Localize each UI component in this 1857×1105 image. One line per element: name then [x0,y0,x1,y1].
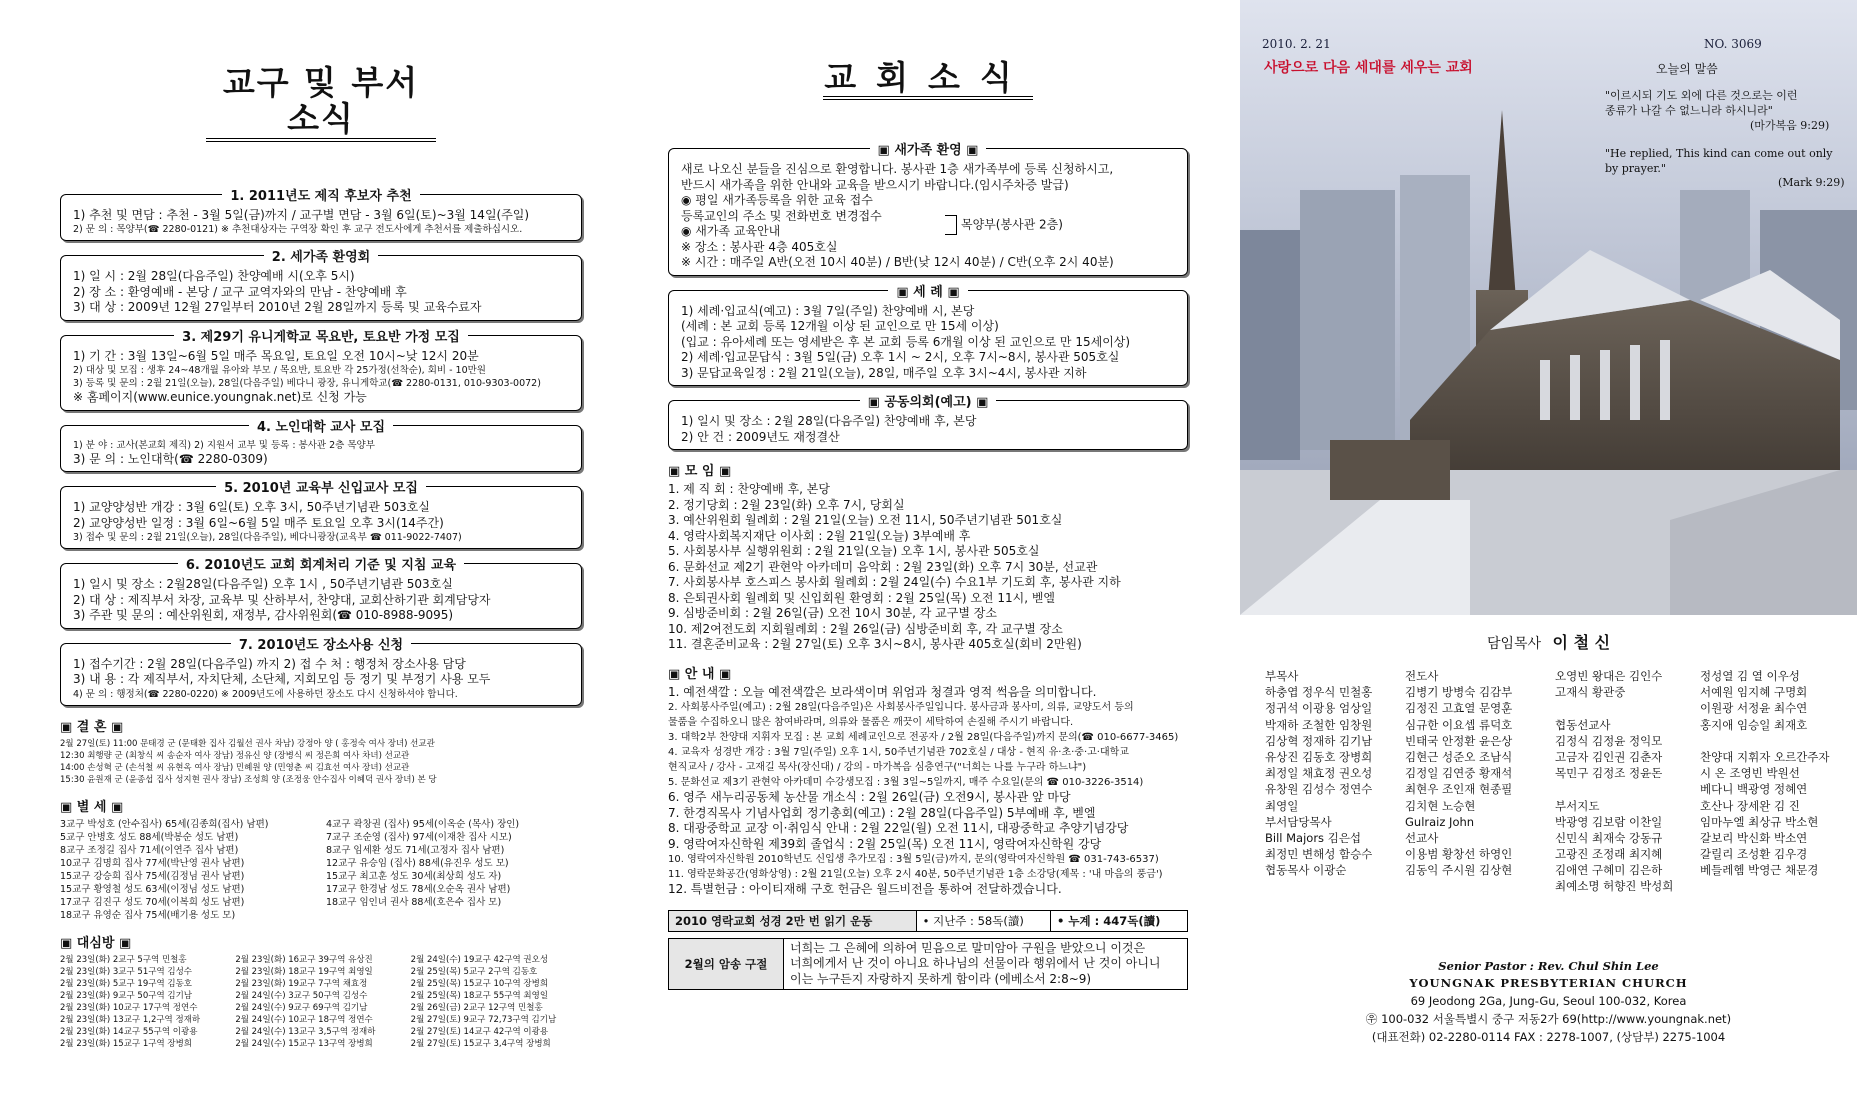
section-title: 6. 2010년도 교회 회계처리 기준 및 지침 교육 [178,558,464,573]
staff-line [1555,781,1673,797]
newfamily-line: 등록교인의 주소 및 전화번호 변경접수 [681,208,882,223]
notice-section [60,250,582,321]
wedding-line: 12:30 최행량 군 (최창식 씨 송순자 여사 장남) 정유신 양 (장병식 씨 정은희 여사 차녀) 선교관 [60,750,410,761]
notice-line: 7. 한경직목사 기념사업회 정기총회(예고) : 2월 28일(다음주일) 5부예배 후, 벧엘 [668,805,1096,820]
condolence-line: 15교구 강승희 집사 75세(김정님 권사 남편) [60,870,245,882]
visit-line: 2월 23일(화) 2교구 5구역 민철홍 [60,954,187,965]
staff-line: 김현근 성준오 조남식 [1405,749,1513,764]
condolence-line: 15교구 최고훈 성도 30세(최상희 성도 자) [326,870,502,882]
staff-line: 정성열 김 열 이우성 [1700,669,1800,683]
council-title: ▣ 공동의회(예고) ▣ [860,395,997,410]
section-line: 2) 장 소 : 환영예배 - 본당 / 교구 교역자와의 만남 - 찬양예배 후 [73,284,407,299]
staff-line: 유창원 김성수 정연수 [1265,782,1373,797]
condolence-line: 8교구 조정길 집사 71세(이연주 집사 남편) [60,844,239,856]
section-title: 5. 2010년 교육부 신입교사 모집 [216,481,426,496]
meeting-line: 9. 심방준비회 : 2월 26일(금) 오전 10시 30분, 각 교구별 장소 [668,606,997,621]
staff-line: 서예원 임지혜 구명회 [1700,685,1808,700]
staff-line: 신민식 최재숙 강동규 [1555,830,1663,845]
notice-list [668,685,1188,898]
staff-line: 심규한 이요셉 류덕호 [1405,717,1513,732]
section-line: ※ 홈페이지(www.eunice.youngnak.net)로 신청 가능 [73,390,367,405]
visit-line: 2월 24일(수) 19교구 42구역 권오성 [410,954,549,965]
visit-line: 2월 23일(화) 10교구 17구역 정연수 [60,1002,198,1013]
verse-line: 종류가 나갈 수 없느니라 하시니라" [1605,104,1773,117]
staff-line: 선교사 [1405,830,1439,845]
memory-verse-line: 너희는 그 은혜에 의하여 믿음으로 말미암아 구원을 받았으니 이것은 [790,940,1146,955]
middle-header: 교회소식 [823,60,1033,100]
notice-line: 6. 영주 새누리공동체 농산물 개소식 : 2월 26일(금) 오전9시, 봉사관 앞 마당 [668,790,1071,805]
notice-section [60,558,582,629]
meeting-line: 4. 영락사회복지재단 이사회 : 2월 21일(오늘) 3부예배 후 [668,528,971,543]
newfamily-line: 새로 나오신 분들을 진심으로 환영합니다. 봉사관 1층 새가족부에 등록 신청하시고, [681,162,1114,177]
notice-line: 10. 영락여자신학원 2010학년도 신입생 추가모집 : 3월 5일(금)까지, 문의(영락여자신학원 ☎ 031-743-6537) [668,854,1159,866]
staff-line: 갈릴리 조성환 김우경 [1700,847,1808,862]
staff-line: 오영빈 왕대은 김인수 [1555,669,1663,683]
newfamily-line: ※ 장소 : 봉사관 4층 405호실 [681,239,838,254]
notice-line: 물품을 수집하오니 많은 참여바라며, 의류와 물품은 깨끗이 세탁하여 손질해 주시기 바랍니다. [668,717,1074,729]
staff-line: 찬양대 지휘자 오르간주자 [1700,749,1830,764]
meeting-line: 11. 결혼준비교육 : 2월 27일(토) 오후 3시~8시, 봉사관 405호실(회비 2만원) [668,637,1082,652]
memory-verse-line: 이는 누구든지 자랑하지 못하게 함이라 (에베소서 2:8~9) [790,971,1092,986]
word-title: 오늘의 말씀 [1656,62,1718,76]
section-title: 4. 노인대학 교사 모집 [249,420,393,435]
condolence-line: 10교구 김명희 집사 77세(박난영 권사 남편) [60,857,245,869]
visit-line: 2월 25일(목) 15교구 10구역 장병희 [410,978,549,989]
staff-line: 임마누엘 최상규 박소현 [1700,814,1819,829]
staff-line: 정귀석 이광용 엄상일 [1265,701,1373,716]
notice-section [60,637,582,706]
verse-english-ref: (Mark 9:29) [1778,176,1845,189]
notice-line: 1. 예전색깔 : 오늘 예전색깔은 보라색이며 위엄과 청결과 영적 썩음을 의미합니다. [668,684,1097,699]
visit-line: 2월 25일(목) 5교구 2구역 김동호 [410,966,538,977]
baptism-line: (세례 : 본 교회 등록 12개월 이상 된 교인으로 만 15세 이상) [681,319,999,334]
section-line: 3) 문 의 : 노인대학(☎ 2280-0309) [73,451,268,466]
meeting-list [668,482,1188,653]
middle-column [668,0,1188,990]
baptism-line: (입교 : 유아세례 또는 영세받은 후 본 교회 등록 6개월 이상 된 교인으로 만 15세이상) [681,334,1131,349]
notice-section [60,481,582,549]
verse-korean [1605,88,1855,118]
section-line: 2) 교양양성반 일정 : 3월 6일~6월 5일 매주 토요일 오후 3시(14주간) [73,515,444,530]
council-line: 2) 안 건 : 2009년도 재정결산 [681,429,840,444]
notice-section [60,419,582,473]
visit-line: 2월 26일(금) 2교구 12구역 민철홍 [410,1002,543,1013]
wedding-line: 2월 27일(토) 11:00 문태경 군 (문태환 집사 김월선 권사 차남) 강정아 양 ( 홍정숙 여사 장녀) 선교관 [60,738,435,749]
meeting-line: 1. 제 직 회 : 찬양예배 후, 본당 [668,482,830,497]
section-line: 4) 문 의 : 행정처(☎ 2280-0220) ※ 2009년도에 사용하던 장소도 다시 신청하셔야 합니다. [73,688,458,700]
section-line: 3) 주관 및 문의 : 예산위원회, 재정부, 감사위원회(☎ 010-8988-9095) [73,608,454,623]
newfamily-line: ※ 시간 : 매주일 A반(오전 10시 40분) / B반(낮 12시 40분) / C반(오후 2시 40분) [681,255,1114,270]
senior-pastor: 담임목사 이 철 신 [1486,633,1611,652]
footer-address-en: 69 Jeodong 2Ga, Jung-Gu, Seoul 100-032, Korea [1410,994,1687,1008]
visit-line: 2월 23일(화) 15교구 1구역 장병희 [60,1038,192,1049]
memory-verse-line: 너희에게서 난 것이 아니요 하나님의 선물이라 행위에서 난 것이 아니니 [790,956,1161,971]
section-title: 3. 제29기 유니게학교 목요반, 토요반 가정 모집 [174,330,468,345]
staff-line: 목민구 김정조 정윤돈 [1555,766,1663,781]
condolence-line: 12교구 유승임 (집사) 88세(유진우 성도 모) [326,857,509,869]
section-line: 2) 대 상 : 제직부서 차장, 교육부 및 산하부서, 찬양대, 교회산하기관 회계담당자 [73,592,491,607]
newfamily-box [668,143,1188,276]
visit-line: 2월 24일(수) 9교구 69구역 김기남 [235,1002,368,1013]
condolence-line: 18교구 임인녀 권사 88세(호은수 집사 모) [326,896,502,908]
condolence-title: ▣ 별 세 ▣ [60,799,124,815]
section-title: 1. 2011년도 제직 후보자 추천 [222,189,419,204]
section-line: 3) 내 용 : 각 제직부서, 자치단체, 소단체, 지회모임 등 정기 및 부정기 사용 모두 [73,672,491,687]
condolence-line: 7교구 조순영 (집사) 97세(이재찬 집사 시모) [326,831,512,843]
issue-number: NO. 3069 [1704,37,1762,51]
staff-line: 최영일 [1265,798,1299,813]
staff-line: 고금자 김인권 김춘자 [1555,749,1663,764]
staff-line: Bill Majors 김은섭 [1265,830,1362,845]
section-line: 3) 접수 및 문의 : 2월 21일(오늘), 28일(다음주일), 베다니광장(교육부 ☎ 011-9022-7407) [73,532,462,544]
verse-line: "이르시되 기도 외에 다른 것으로는 이런 [1605,89,1798,102]
staff-line: 김정일 김연중 황재석 [1405,766,1513,781]
staff-line: 최예소명 허향진 박성희 [1555,879,1674,894]
staff-line: 김동익 주시원 김상현 [1405,863,1513,878]
notice-section [60,188,582,242]
condolence-line: 15교구 황영철 성도 63세(이정님 성도 남편) [60,883,245,895]
staff-line: 이원광 서정윤 최수연 [1700,701,1808,716]
section-line: 1) 접수기간 : 2월 28일(다음주일) 까지 2) 접 수 처 : 행정처 장소사용 담당 [73,656,466,671]
wedding-list [60,738,582,786]
visit-line: 2월 23일(화) 13교구 1,2구역 정재하 [60,1014,201,1025]
baptism-line: 3) 문답교육일정 : 2월 21일(오늘), 28일, 매주일 오후 3시~4시, 봉사관 지하 [681,365,1087,380]
verse-english [1605,146,1855,176]
notice-line: 4. 교육자 성경반 개강 : 3월 7일(주일) 오후 1시, 50주년기념관 702호실 / 대상 - 현직 유·초·중·고·대학교 [668,747,1129,759]
verse-line: by prayer." [1605,162,1666,175]
staff-line [1700,733,1830,749]
notice-line: 2. 사회봉사주일(예고) : 2월 28일(다음주일)은 사회봉사주일입니다. 봉사금과 봉사미, 의류, 교양도서 등의 [668,702,1134,714]
staff-line: 하충엽 정우식 민철홍 [1265,685,1373,700]
section-line: 1) 일시 및 장소 : 2월28일(다음주일) 오후 1시 , 50주년기념관 503호실 [73,577,453,592]
section-line: 2) 대상 및 모집 : 생후 24~48개월 유아와 부모 / 목요반, 토요반 각 25가정(선착순), 회비 - 10만원 [73,365,486,377]
baptism-line: 1) 세례·입교식(예고) : 3월 7일(주일) 찬양예배 시, 본당 [681,303,975,318]
staff-line: 빈태국 안정환 윤은상 [1405,733,1513,748]
staff-line: 호산나 장세완 김 진 [1700,798,1800,813]
meeting-line: 3. 예산위원회 월례회 : 2월 21일(오늘) 오전 11시, 50주년기념관 501호실 [668,513,1063,528]
visit-line: 2월 24일(수) 15교구 13구역 장병희 [235,1038,373,1049]
visit-line: 2월 24일(수) 10교구 18구역 정연수 [235,1014,373,1025]
council-line: 1) 일시 및 장소 : 2월 28일(다음주일) 찬양예배 후, 본당 [681,414,977,429]
section-line: 1) 추천 및 면담 : 추천 - 3월 5일(금)까지 / 교구별 면담 - 3월 6일(토)~3월 14일(주일) [73,207,530,222]
staff-line: 김병기 방병숙 김감부 [1405,685,1513,700]
staff-line: 고재식 황관중 [1555,685,1626,700]
visit-list [60,954,582,1050]
church-slogan: 사랑으로 다음 세대를 세우는 교회 [1264,60,1473,76]
visit-line: 2월 23일(화) 18교구 19구역 최영일 [235,966,373,977]
issue-date: 2010. 2. 21 [1262,37,1331,51]
staff-line: 이용범 황창선 하영인 [1405,847,1513,862]
staff-line: 김상혁 정재하 김기남 [1265,733,1373,748]
visit-line: 2월 24일(수) 13교구 3,5구역 정재하 [235,1026,376,1037]
newfamily-line: ◉ 새가족 교육안내 [681,224,781,239]
meeting-line: 8. 은퇴권사회 월례회 및 신입회원 환영회 : 2월 25일(목) 오전 11시, 벧엘 [668,590,1056,605]
baptism-line: 2) 세례·입교문답식 : 3월 5일(금) 오후 1시 ~ 2시, 오후 7시~8시, 봉사관 505호실 [681,350,1120,365]
visit-line: 2월 25일(목) 18교구 55구역 최영일 [410,990,549,1001]
staff-line: 최정일 채효정 권오성 [1265,766,1373,781]
notice-title: ▣ 안 내 ▣ [668,666,732,682]
condolence-line: 3교구 박성호 (안수집사) 65세(김종희(집사) 남편) [60,818,269,830]
staff-line: 최정민 변해성 함승수 [1265,847,1373,862]
section-line: 3) 등록 및 문의 : 2월 21일(오늘), 28일(다음주일) 베다니 광장, 유니게학교(☎ 2280-0131, 010-9303-0072) [73,378,541,390]
condolence-line: 5교구 안병호 성도 88세(박봉순 성도 남편) [60,831,239,843]
notice-line: 8. 대광중학교 교장 이·취임식 안내 : 2월 22일(월) 오전 11시, 대광중학교 추양기념강당 [668,821,1129,836]
staff-line: 김치현 노승현 [1405,798,1476,813]
staff-line: 협동선교사 [1555,717,1611,732]
notice-line: 11. 영락문화공간(영화상영) : 2월 21일(오늘) 오후 2시 40분, 50주년기념관 1층 소강당(제목 : '내 마음의 풍금') [668,869,1163,881]
left-sections [60,188,582,706]
meeting-line: 10. 제2여전도회 지회월례회 : 2월 26일(금) 심방준비회 후, 각 교구별 장소 [668,621,1063,636]
meeting-title: ▣ 모 임 ▣ [668,464,732,480]
newfamily-line: 반드시 새가족을 위한 안내와 교육을 받으시기 바랍니다.(임시주차증 발급) [681,177,1069,192]
staff-line: 부목사 [1265,669,1299,683]
staff-line: Gulraiz John [1405,814,1475,829]
staff-line: 시 온 조영빈 박원선 [1700,766,1800,781]
baptism-title: ▣ 세 례 ▣ [888,285,967,300]
memory-verse-box: 2월의 암송 구절 너희는 그 은혜에 의하여 믿음으로 말미암아 구원을 받았으니 이것은 너희에게서 난 것이 아니요 하나님의 선물이라 행위에서 난 것이 아니니 이는 누구든지 자랑하지 못하게 함이라 (에베소서 2:8~9) [668,938,1188,991]
notice-line: 5. 문화선교 제3기 관현악 아카데미 수강생모집 : 3월 3일~5일까지, 매주 수요일(문의 ☎ 010-3226-3514) [668,777,1144,789]
visit-line: 2월 23일(화) 5교구 19구역 김동호 [60,978,192,989]
visit-line: 2월 27일(토) 15교구 3,4구역 장병희 [410,1038,551,1049]
footer-address-kr: ㉾ 100-032 서울특별시 중구 저동2가 69(http://www.youngnak.net) [1365,1012,1732,1026]
footer-pastor: Senior Pastor : Rev. Chul Shin Lee [1438,959,1659,973]
left-header: 교구 및 부서소식 [206,65,436,142]
staff-line: 김정식 김정윤 정익모 [1555,733,1663,748]
staff-line [1555,700,1673,716]
section-line: 2) 문 의 : 목양부(☎ 2280-0121) ※ 추천대상자는 구역장 확인 후 교구 전도사에게 추천서를 제출하십시오. [73,224,523,236]
staff-line: 홍지애 임승일 최재호 [1700,717,1808,732]
notice-line: 12. 특별헌금 : 아이티재해 구호 헌금은 월드비전을 통하여 전달하겠습니다. [668,882,1062,897]
visit-line: 2월 23일(화) 3교구 51구역 김성수 [60,966,192,977]
staff-line: 김애연 구혜미 김은하 [1555,863,1663,878]
footer-church: YOUNGNAK PRESBYTERIAN CHURCH [1409,976,1688,990]
section-title: 7. 2010년도 장소사용 신청 [231,638,411,653]
notice-line: 현직교사 / 강사 - 고재길 목사(장신대) / 강의 - 마가복음 심층연구("너희는 나를 누구라 하느냐") [668,762,1087,774]
staff-line: 부서지도 [1555,798,1600,813]
staff-line: 베다니 백광영 정혜연 [1700,782,1808,797]
staff-line: 고광진 조정래 최지혜 [1555,847,1663,862]
staff-line: 박재하 조철한 임창원 [1265,717,1373,732]
verse-line: "He replied, This kind can come out only [1605,147,1833,160]
section-line: 1) 기 간 : 3월 13일~6월 5일 매주 목요일, 토요일 오전 10시~낮 12시 20분 [73,348,479,363]
visit-line: 2월 23일(화) 16교구 39구역 유상진 [235,954,373,965]
section-line: 1) 일 시 : 2월 28일(다음주일) 찬양예배 시(오후 5시) [73,269,355,284]
footer-phone: (대표전화) 02-2280-0114 FAX : 2278-1007, (상담부) 2275-1004 [1371,1030,1726,1044]
section-title: 2. 세가족 환영회 [264,250,378,265]
notice-line: 3. 대학2부 찬양대 지휘자 모집 : 본 교회 세례교인으로 전공자 / 2월 28일(다음주일)까지 문의(☎ 010-6677-3465) [668,732,1179,744]
staff-line: 박광영 김보람 이찬일 [1555,814,1663,829]
council-box [668,395,1188,450]
condolence-line: 8교구 임세환 성도 71세(고정자 집사 남편) [326,844,505,856]
verse-korean-ref: (마가복음 9:29) [1750,119,1830,132]
condolence-list [60,818,582,922]
wedding-title: ▣ 결 혼 ▣ [60,719,124,735]
wedding-line: 15:30 윤원재 군 (윤종섭 집사 성지현 권사 장남) 조성희 양 (조정웅 안수집사 이혜덕 권사 장녀) 본 당 [60,774,437,785]
section-line: 1) 교양양성반 개강 : 3월 6일(토) 오후 3시, 50주년기념관 503호실 [73,500,430,515]
section-line: 3) 대 상 : 2009년 12월 27일부터 2010년 2월 28일까지 등록 및 교육수료자 [73,300,482,315]
meeting-line: 7. 사회봉사부 호스피스 봉사회 월례회 : 2월 24일(수) 수요1부 기도회 후, 봉사관 지하 [668,575,1121,590]
visit-line: 2월 23일(화) 9교구 50구역 김기남 [60,990,192,1001]
condolence-line: 17교구 한경남 성도 78세(오순옥 권사 남편) [326,883,511,895]
visit-line: 2월 27일(토) 9교구 72,73구역 김기남 [410,1014,557,1025]
bible-reading-bar: 2010 영락교회 성경 2만 번 읽기 운동 • 지난주 : 58독(讀) • 누계 : 447독(讀) [668,910,1188,932]
notice-section [60,329,582,411]
visit-line: 2월 27일(토) 14교구 42구역 이광용 [410,1026,549,1037]
notice-line: 9. 영락여자신학원 제39회 졸업식 : 2월 25일(목) 오전 11시, 영락여자신학원 강당 [668,836,1102,851]
staff-line: 베들레헴 박영근 채문경 [1700,863,1819,878]
condolence-line: 18교구 유영순 집사 75세(배기용 성도 모) [60,909,236,921]
visit-line: 2월 24일(수) 3교구 50구역 김성수 [235,990,368,1001]
wedding-line: 14:00 손성혁 군 (손석철 씨 유현옥 여사 장남) 민혜원 양 (민영춘 씨 김효선 여사 장녀) 선교관 [60,762,410,773]
staff-line: 갈보리 박신화 박소연 [1700,830,1808,845]
staff-line: 부서담당목사 [1265,814,1332,829]
section-line: 1) 분 야 : 교사(본교회 제직) 2) 지원서 교부 및 등록 : 봉사관 2층 목양부 [73,439,375,451]
visit-title: ▣ 대심방 ▣ [60,935,132,951]
meeting-line: 6. 문화선교 제2기 관현악 아카데미 음악회 : 2월 23일(화) 오후 7시 30분, 선교관 [668,559,1098,574]
staff-line: 협동목사 이광순 [1265,863,1347,878]
newfamily-title: ▣ 새가족 환영 ▣ [870,143,987,158]
meeting-line: 5. 사회봉사부 실행위원회 : 2월 21일(오늘) 오후 1시, 봉사관 505호실 [668,544,1040,559]
newfamily-line: ◉ 평일 새가족등록을 위한 교육 접수 [681,193,873,208]
visit-line: 2월 23일(화) 19교구 7구역 채효정 [235,978,368,989]
condolence-line: 17교구 김진구 성도 70세(이복희 성도 남편) [60,896,245,908]
staff-line: 최현우 조인재 현종필 [1405,782,1513,797]
staff-line: 유상진 김동호 장병희 [1265,749,1373,764]
left-column [60,0,582,1050]
visit-line: 2월 23일(화) 14교구 55구역 이광용 [60,1026,198,1037]
staff-line: 전도사 [1405,669,1439,683]
staff-line: 김정진 고효열 문영훈 [1405,701,1513,716]
meeting-line: 2. 정기당회 : 2월 23일(화) 오후 7시, 당회실 [668,497,905,512]
newfamily-side: 목양부(봉사관 2층) [945,215,1063,235]
condolence-line: 4교구 곽창권 (집사) 95세(이옥순 (목사) 장인) [326,818,520,830]
baptism-box [668,284,1188,387]
